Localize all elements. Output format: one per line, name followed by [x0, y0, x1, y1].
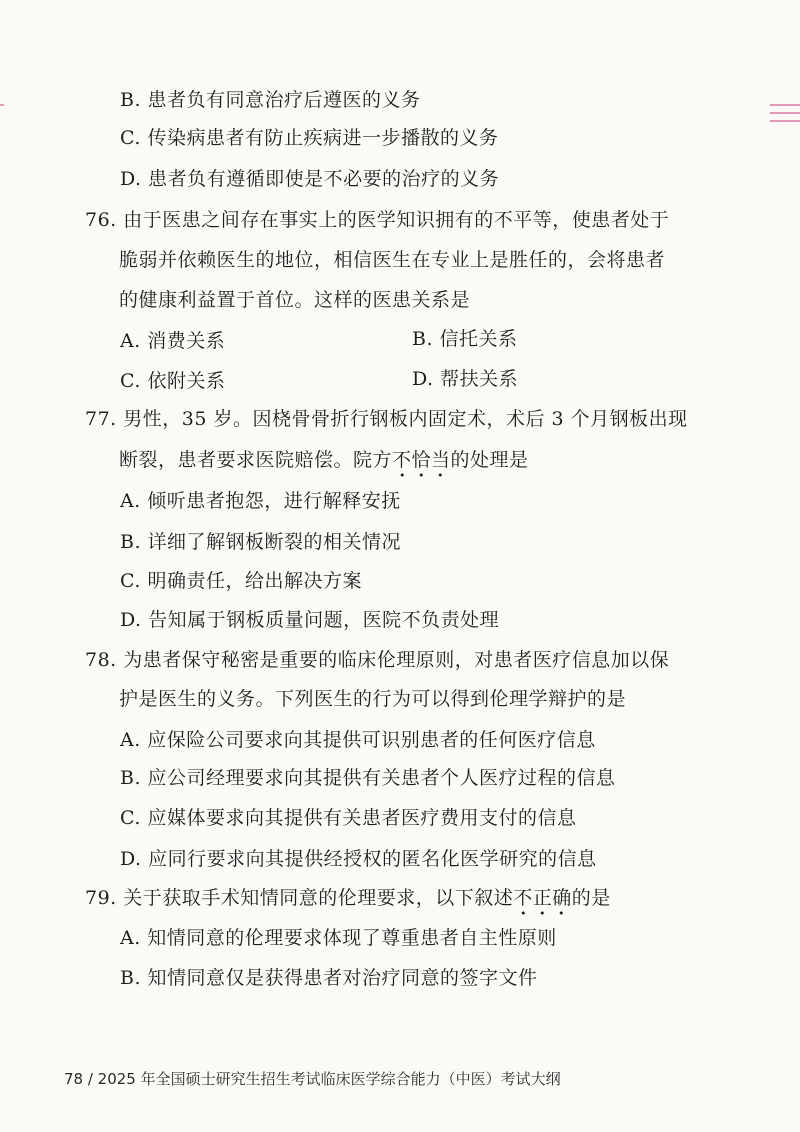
q77-emphasis: 不恰当 [392, 449, 451, 471]
q78-stem-line-2: 护是医生的义务。下列医生的行为可以得到伦理学辩护的是 [119, 688, 627, 710]
q79-option-b: B. 知情同意仅是获得患者对治疗同意的签字文件 [120, 967, 538, 989]
q77-stem-line-2 [119, 446, 529, 474]
page-footer: 78 / 2025 年全国硕士研究生招生考试临床医学综合能力（中医）考试大纲 [64, 1070, 561, 1088]
q79-stem-line-1 [85, 884, 611, 912]
q76-option-a: A. 消费关系 [120, 330, 226, 352]
q76-stem-line-3: 的健康利益置于首位。这样的医患关系是 [119, 289, 471, 311]
q77-option-b: B. 详细了解钢板断裂的相关情况 [120, 531, 402, 553]
q76-option-c: C. 依附关系 [120, 370, 226, 392]
q79-stem-text: 79. 关于获取手术知情同意的伦理要求，以下叙述 [85, 887, 514, 909]
q78-option-c: C. 应媒体要求向其提供有关患者医疗费用支付的信息 [120, 807, 577, 829]
margin-mark-right-1 [770, 104, 800, 106]
q77-option-d: D. 告知属于钢板质量问题，医院不负责处理 [120, 609, 500, 631]
q77-option-a: A. 倾听患者抱怨，进行解释安抚 [120, 490, 401, 512]
margin-mark-right-3 [770, 120, 800, 122]
q79-stem-text-end: 的是 [571, 887, 611, 909]
margin-mark-left [0, 104, 4, 106]
q79-emphasis: 不正确 [513, 887, 572, 909]
q75-option-b: B. 患者负有同意治疗后遵医的义务 [120, 89, 421, 111]
q77-stem-text-end: 的处理是 [450, 449, 529, 471]
q79-option-a: A. 知情同意的伦理要求体现了尊重患者自主性原则 [120, 927, 557, 949]
q76-option-d: D. 帮扶关系 [412, 368, 519, 390]
q76-stem-line-1: 76. 由于医患之间存在事实上的医学知识拥有的不平等，使患者处于 [85, 209, 670, 231]
q78-option-d: D. 应同行要求向其提供经授权的匿名化医学研究的信息 [120, 848, 597, 870]
q76-option-b: B. 信托关系 [412, 328, 518, 350]
margin-mark-right-2 [770, 112, 800, 114]
q77-stem-line-1: 77. 男性，35 岁。因桡骨骨折行钢板内固定术，术后 3 个月钢板出现 [85, 408, 688, 430]
q78-option-a: A. 应保险公司要求向其提供可识别患者的任何医疗信息 [120, 729, 596, 751]
q78-option-b: B. 应公司经理要求向其提供有关患者个人医疗过程的信息 [120, 767, 616, 789]
q77-option-c: C. 明确责任，给出解决方案 [120, 570, 362, 592]
q77-stem-text: 断裂，患者要求医院赔偿。院方 [119, 449, 393, 471]
q78-stem-line-1: 78. 为患者保守秘密是重要的临床伦理原则，对患者医疗信息加以保 [85, 649, 670, 671]
q75-option-c: C. 传染病患者有防止疾病进一步播散的义务 [120, 127, 499, 149]
q75-option-d: D. 患者负有遵循即使是不必要的治疗的义务 [120, 168, 500, 190]
q76-stem-line-2: 脆弱并依赖医生的地位，相信医生在专业上是胜任的，会将患者 [119, 249, 666, 271]
